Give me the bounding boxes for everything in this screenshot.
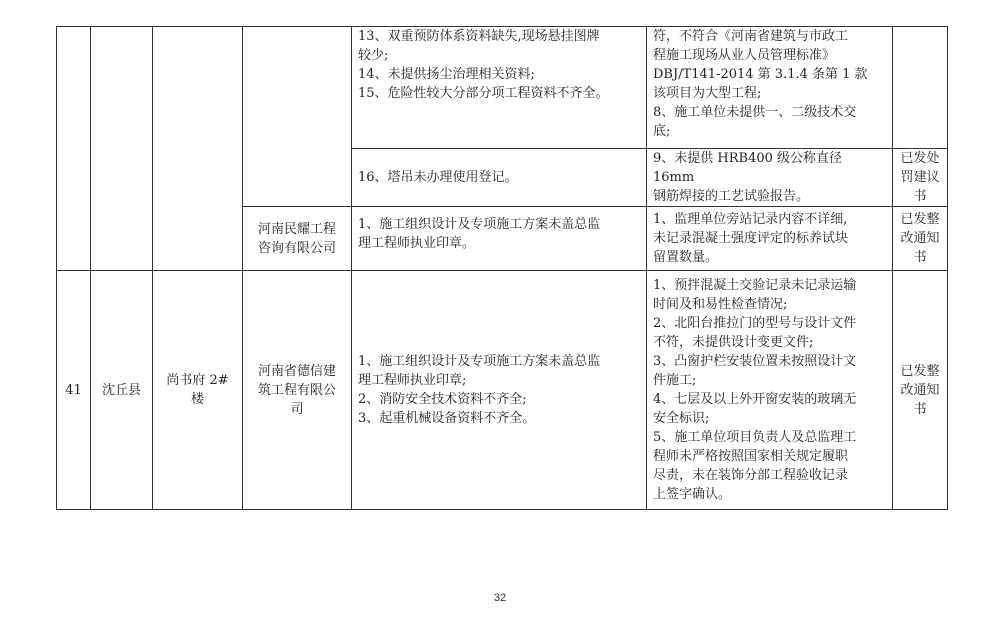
- project-cell: 尚书府 2# 楼: [153, 271, 243, 510]
- findings-cell: 1、预拌混凝土交验记录未记录运输 时间及和易性检查情况; 2、北阳台推拉门的型号与设计文件 不符，未提供设计变更文件; 3、凸窗护栏安装位置未按照设计文 件施工; 4、七层及以上外开窗安装的玻璃无 安全标识; 5、施工单位项目负责人及总监理工 程师未严格按照国家相关规定履职 尽责，未在装饰分部工程验收记录 上签字确认。: [647, 271, 893, 510]
- unit-cell: 河南省德信建 筑工程有限公 司: [243, 271, 352, 510]
- row-number-cell: [57, 27, 91, 271]
- issues-cell: 1、施工组织设计及专项施工方案未盖总监 理工程师执业印章。: [352, 207, 647, 271]
- table-row: [57, 27, 948, 149]
- unit-cell: [243, 27, 352, 207]
- page-number: 32: [493, 592, 507, 604]
- county-cell: [91, 27, 153, 271]
- findings-cell: 符，不符合《河南省建筑与市政工 程施工现场从业人员管理标准》 DBJ/T141-2014 第 3.1.4 条第 1 款 该项目为大型工程; 8、施工单位未提供一、二级技术交 底;: [647, 27, 893, 149]
- table-row: [57, 271, 948, 510]
- action-cell: 已发整 改通知 书: [893, 271, 948, 510]
- action-cell: [893, 27, 948, 149]
- issues-cell: 13、双重预防体系资料缺失,现场悬挂图牌 较少; 14、未提供扬尘治理相关资料; 15、危险性较大分部分项工程资料不齐全。: [352, 27, 647, 149]
- findings-cell: 9、未提供 HRB400 级公称直径 16mm 钢筋焊接的工艺试验报告。: [647, 149, 893, 207]
- unit-cell: 河南民耀工程 咨询有限公司: [243, 207, 352, 271]
- issues-cell: 1、施工组织设计及专项施工方案未盖总监 理工程师执业印章; 2、消防安全技术资料不齐全; 3、起重机械设备资料不齐全。: [352, 271, 647, 510]
- issues-cell: 16、塔吊未办理使用登记。: [352, 149, 647, 207]
- action-cell: 已发整 改通知 书: [893, 207, 948, 271]
- inspection-table: [56, 26, 948, 510]
- county-cell: 沈丘县: [91, 271, 153, 510]
- action-cell: 已发处 罚建议 书: [893, 149, 948, 207]
- row-number-cell: 41: [57, 271, 91, 510]
- findings-cell: 1、监理单位旁站记录内容不详细, 未记录混凝土强度评定的标养试块 留置数量。: [647, 207, 893, 271]
- project-cell: [153, 27, 243, 271]
